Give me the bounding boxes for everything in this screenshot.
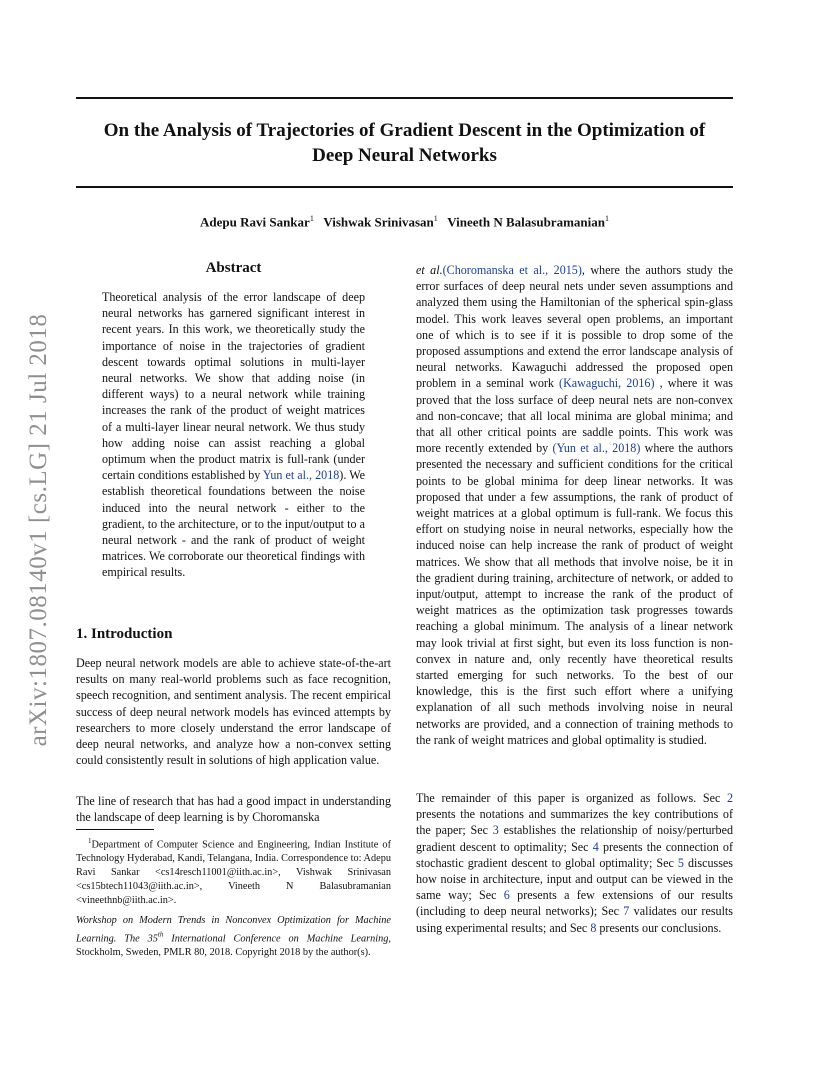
citation-link[interactable]: (Kawaguchi, 2016) [559,376,655,391]
author-name: Vineeth N Balasubramanian [447,214,605,230]
citation-link[interactable]: (Choromanska et al., 2015) [442,263,582,277]
section-ref-link[interactable]: 5 [677,855,684,870]
footnote-rule [76,829,154,830]
body-text: discusses how noise in architecture, input and output can be viewed in the same way; Sec [416,855,733,903]
right-paragraph-2 [416,790,733,936]
section-ref-link[interactable]: 7 [623,904,630,919]
body-text: presents the connection of stochastic gradient descent to global optimality; Sec [416,839,733,870]
section-ref-link[interactable]: 3 [492,823,499,838]
body-text: where the authors presented the necessary and sufficient conditions for the critical points to be global minima for deep linear networks. It was proposed that under a few assumptions, the rank of product of weight matrices at a global optimum is full-rank. We focus this effort on studying noise in neural networks, especially how the induced noise can help increase the rank of product of weight matrices. We show that all methods that involve noise, be it in the gradient during training, architecture of network, or added to input/output, attempt to increase the rank of the product of weight matrices as the optimization task progresses towards reaching a global minimum. The analysis of a linear network may look trivial at first sight, but even its loss function is non-convex in nature and, only recently have theoretical results started emerging for such networks. To the best of our knowledge, this is the first such effort where a unifying explanation of all such methods involving noise in neural networks are provided, and a connection of training methods to the rank of weight matrices and global optimality is studied. [416,441,733,747]
title-line-2: Deep Neural Networks [312,145,497,166]
section-ref-link[interactable]: 2 [726,791,733,805]
title-bottom-rule [76,186,733,188]
right-paragraph-1 [416,262,733,748]
venue-italic: International Conference on Machine Learning [163,933,389,945]
section-ref-link[interactable]: 4 [592,839,599,854]
affiliation-mark: 1 [604,214,609,223]
abstract-part: Theoretical analysis of the error landscape of deep neural networks has garnered significant interest in recent years. In this work, we theoretically study the importance of noise in the trajectories of gradient descent towards optimal solutions in multi-layer neural networks. We show that adding noise (in different ways) to a neural network while training increases the rank of the product of weight matrices of a multi-layer linear neural network. We thus study how adding noise can assist reaching a global optimum when the product matrix is full-rank (under certain conditions established by [102,290,365,483]
venue-rest: , Stockholm, Sweden, PMLR 80, 2018. Copyright 2018 by the author(s). [76,933,391,959]
abstract-text [102,289,365,581]
author-name: Vishwak Srinivasan [323,214,434,230]
title-top-rule [76,97,733,99]
venue-italic: Workshop on Modern Trends in Nonconvex Optimization for Machine Learning. The 35 [76,915,391,945]
ordinal-sup: th [157,931,164,939]
paper-title [76,118,733,168]
body-text: The remainder of this paper is organized as follows. Sec [416,791,727,805]
venue-footnote [76,914,391,960]
footnote-mark: 1 [88,837,92,845]
body-text: presents a few extensions of our results (including to deep neural networks); Sec [416,888,734,919]
footnote-text: Department of Computer Science and Engineering, Indian Institute of Technology Hyderabad, Kandi, Telangana, India. Correspondence to: Adepu Ravi Sankar <cs14resch11001@iith.ac.in>, Vishwak Srinivasan <cs15btech11043@iith.ac.in>, Vineeth N Balasubramanian <vineethnb@iith.ac.in>. [76,839,391,907]
body-text: , where the authors study the error surfaces of deep neural nets under seven assumptions and analyzed them using the Hamiltonian of the spherical spin-glass model. This work leaves several open problems, an important one of which is to see if it is possible to drop some of the proposed assumptions and extend the error landscape analysis of neural networks. Kawaguchi addressed the proposed open problem in a seminal work [416,263,733,391]
etal-text: et al. [416,263,443,277]
intro-heading: 1. Introduction [76,626,173,642]
intro-paragraph-1: Deep neural network models are able to achieve state-of-the-art results on many real-world problems such as face recognition, speech recognition, and sentiment analysis. The recent empirical success of deep neural network models has evinced attempts by researchers to more closely understand the error landscape of deep neural networks, and analyze how a non-convex setting could consistently result in solutions of high application value. [76,656,391,768]
body-text: , where it was proved that the loss surface of deep neural nets are non-convex and non-concave; that all local minima are global minima; and that all other critical points are saddle points. This work was more recently extended by [416,376,733,456]
intro-paragraph-2: The line of research that has had a good impact in understanding the landscape of deep learning is by Choromanska [76,794,391,825]
body-text: presents the notations and summarizes the key contributions of the paper; Sec [416,807,733,838]
section-ref-link[interactable]: 8 [590,920,597,935]
author-name: Adepu Ravi Sankar [200,214,310,230]
title-line-1: On the Analysis of Trajectories of Gradient Descent in the Optimization of [103,120,706,141]
arxiv-side-stamp: arXiv:1807.08140v1 [cs.LG] 21 Jul 2018 [25,313,52,747]
abstract-part: ). We establish theoretical foundations between the noise induced into the neural network - either to the gradient, to the architecture, or to the input/output to a neural network - and the rank of product of weight matrices. We corroborate our theoretical findings with empirical results. [102,468,366,580]
author-list [76,214,733,230]
citation-link[interactable]: (Yun et al., 2018) [552,441,641,456]
affiliation-mark: 1 [433,214,438,223]
affiliation-mark: 1 [309,214,314,223]
abstract-heading: Abstract [205,260,262,276]
body-text: validates our results using experimental results; and Sec [416,904,733,935]
body-text: presents our conclusions. [596,920,722,935]
body-text: establishes the relationship of noisy/perturbed gradient descent to optimality; Sec [416,823,733,854]
section-ref-link[interactable]: 6 [503,888,510,903]
affiliation-footnote [76,834,391,908]
citation-link[interactable]: Yun et al., 2018 [262,468,340,483]
